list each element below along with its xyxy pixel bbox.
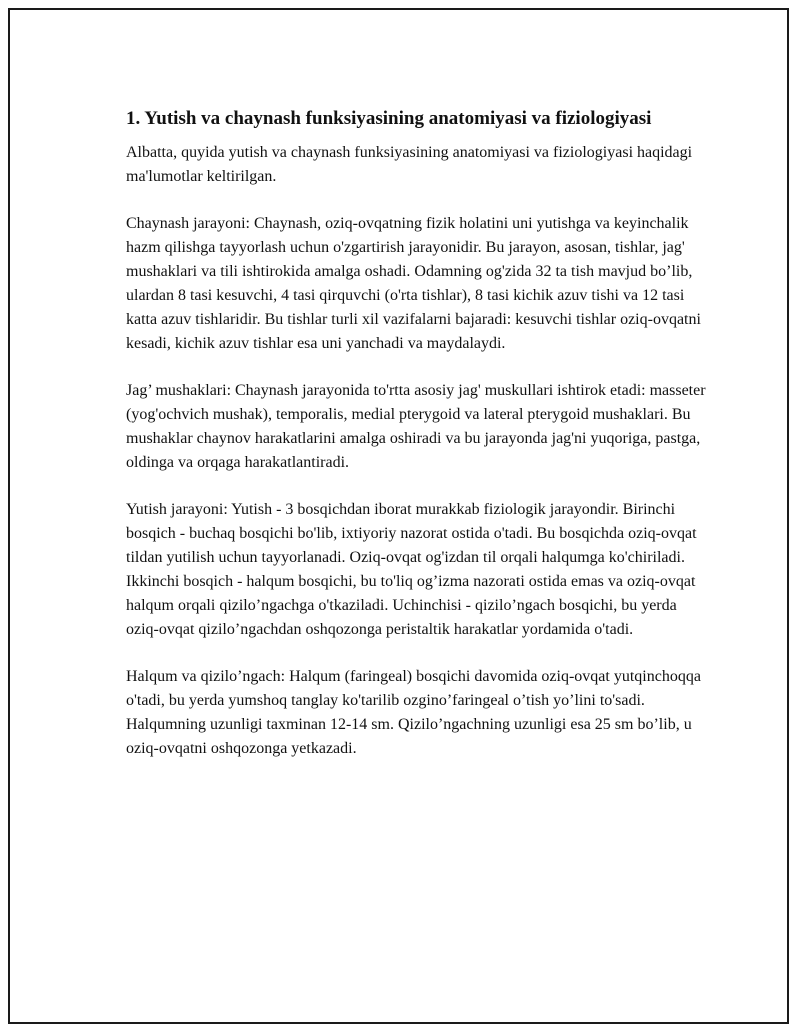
paragraph-chewing-process: Chaynash jarayoni: Chaynash, oziq-ovqatning fizik holatini uni yutishga va keyinchalik hazm qilishga tayyorlash uchun o'zgartirish jarayonidir. Bu jarayon, asosan, tishlar, jag' mushaklari va tili ishtirokida amalga oshadi. Odamning og'zida 32 ta tish mavjud bo’lib, ulardan 8 tasi kesuvchi, 4 tasi qirquvchi (o'rta tishlar), 8 tasi kichik azuv tishi va 12 tasi katta azuv tishlaridir. Bu tishlar turli xil vazifalarni bajaradi: kesuvchi tishlar oziq-ovqatni kesadi, kichik azuv tishlar esa uni yanchadi va maydalaydi. (126, 215, 701, 352)
document-body (126, 105, 706, 784)
document-title: 1. Yutish va chaynash funksiyasining anatomiyasi va fiziologiyasi (126, 108, 652, 129)
page-frame (8, 8, 789, 1024)
paragraph-jaw-muscles: Jag’ mushaklari: Chaynash jarayonida to'rtta asosiy jag' muskullari ishtirok etadi: masseter (yog'ochvich mushak), temporalis, medial pterygoid va lateral pterygoid mushaklari. Bu mushaklar chaynov harakatlarini amalga oshiradi va bu jarayonda jag'ni yuqoriga, pastga, oldinga va orqaga harakatlantiradi. (126, 382, 706, 471)
paragraph-intro: Albatta, quyida yutish va chaynash funksiyasining anatomiyasi va fiziologiyasi haqidagi ma'lumotlar keltirilgan. (126, 144, 693, 185)
paragraph-pharynx-esophagus: Halqum va qizilo’ngach: Halqum (faringeal) bosqichi davomida oziq-ovqat yutqinchoqqa o'tadi, bu yerda yumshoq tanglay ko'tarilib ozgino’faringeal o’tish yo’lini to'sadi. Halqumning uzunligi taxminan 12-14 sm. Qizilo’ngachning uzunligi esa 25 sm bo’lib, u oziq-ovqatni oshqozonga yetkazadi. (126, 668, 701, 757)
paragraph-swallowing-process: Yutish jarayoni: Yutish - 3 bosqichdan iborat murakkab fiziologik jarayondir. Birinchi bosqich - buchaq bosqichi bo'lib, ixtiyoriy nazorat ostida o'tadi. Bu bosqichda oziq-ovqat tildan yutilish uchun tayyorlanadi. Oziq-ovqat og'izdan til orqali halqumga ko'chiriladi. Ikkinchi bosqich - halqum bosqichi, bu to'liq og’izma nazorati ostida emas va oziq-ovqat halqum orqali qizilo’ngachga o'tkaziladi. Uchinchisi - qizilo’ngach bosqichi, bu yerda oziq-ovqat qizilo’ngachdan oshqozonga peristaltik harakatlar yordamida o'tadi. (126, 501, 697, 638)
